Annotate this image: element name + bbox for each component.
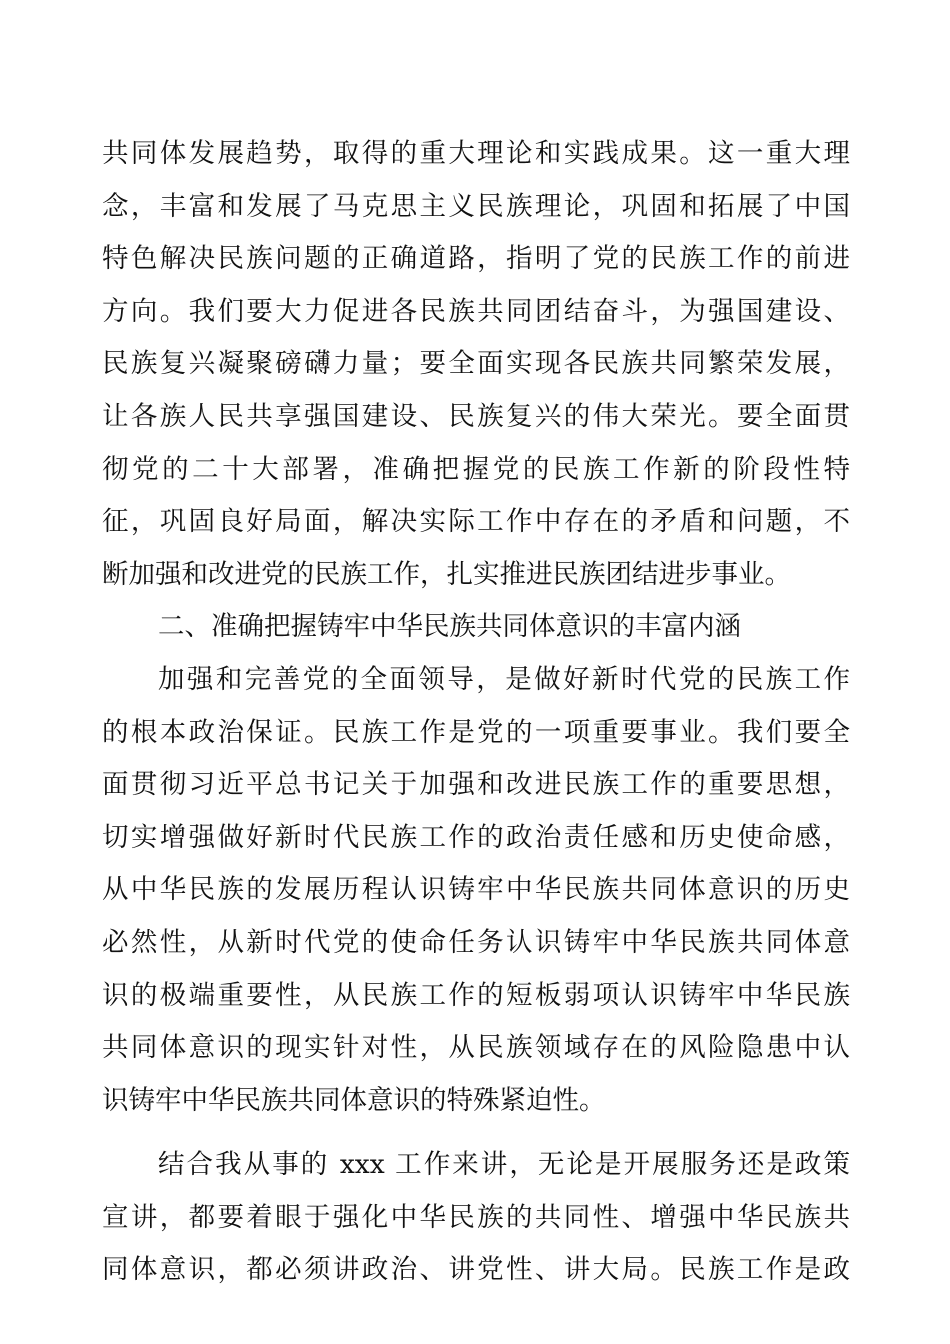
text-line: 征，巩固良好局面，解决实际工作中存在的矛盾和问题，不: [102, 506, 850, 538]
text-line: 加强和完善党的全面领导，是做好新时代党的民族工作: [158, 663, 850, 695]
text-line: 结合我从事的 xxx 工作来讲，无论是开展服务还是政策: [158, 1149, 850, 1181]
text-line: 识铸牢中华民族共同体意识的特殊紧迫性。: [102, 1084, 606, 1116]
text-line: 民族复兴凝聚磅礴力量；要全面实现各民族共同繁荣发展，: [102, 348, 850, 380]
text-line: 念，丰富和发展了马克思主义民族理论，巩固和拓展了中国: [102, 190, 850, 222]
text-line: 彻党的二十大部署，准确把握党的民族工作新的阶段性特: [102, 453, 850, 485]
text-line: 切实增强做好新时代民族工作的政治责任感和历史使命感，: [102, 821, 850, 853]
text-line: 识的极端重要性，从民族工作的短板弱项认识铸牢中华民族: [102, 979, 850, 1011]
paragraph-gap: [102, 1127, 850, 1139]
text-line: 断加强和改进党的民族工作，扎实推进民族团结进步事业。: [102, 558, 791, 590]
text-line: 特色解决民族问题的正确道路，指明了党的民族工作的前进: [102, 243, 850, 275]
text-line: 同体意识，都必须讲政治、讲党性、讲大局。民族工作是政: [102, 1254, 850, 1286]
document-body: [102, 128, 850, 1297]
text-line: 面贯彻习近平总书记关于加强和改进民族工作的重要思想，: [102, 769, 850, 801]
text-line: 宣讲，都要着眼于强化中华民族的共同性、增强中华民族共: [102, 1201, 850, 1233]
text-line: 从中华民族的发展历程认识铸牢中华民族共同体意识的历史: [102, 874, 850, 906]
text-line: 必然性，从新时代党的使命任务认识铸牢中华民族共同体意: [102, 926, 850, 958]
text-line: 方向。我们要大力促进各民族共同团结奋斗，为强国建设、: [102, 295, 850, 327]
text-line: 共同体发展趋势，取得的重大理论和实践成果。这一重大理: [102, 138, 850, 169]
text-line: 的根本政治保证。民族工作是党的一项重要事业。我们要全: [102, 716, 850, 748]
text-line: 让各族人民共享强国建设、民族复兴的伟大荣光。要全面贯: [102, 400, 850, 432]
text-line: 二、准确把握铸牢中华民族共同体意识的丰富内涵: [158, 611, 741, 643]
text-line: 共同体意识的现实针对性，从民族领域存在的风险隐患中认: [102, 1032, 850, 1064]
